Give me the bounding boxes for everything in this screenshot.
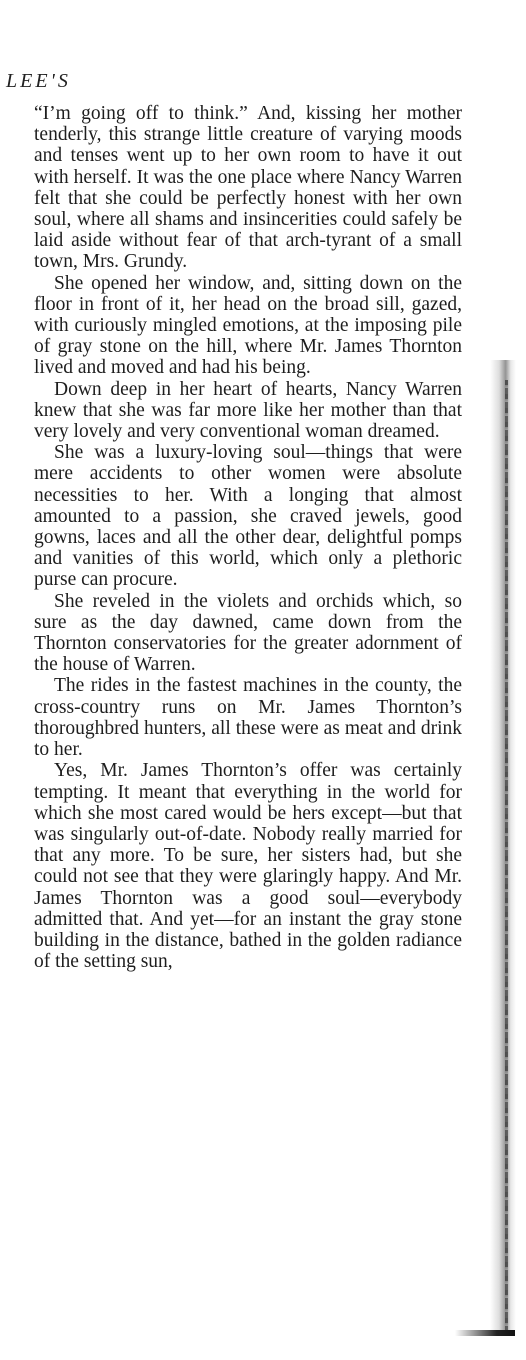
text-column [34, 103, 462, 972]
paragraph-2: She opened her window, and, sitting down on the floor in front of it, her head on the broad sill, gazed, with curiously mingled emotions, at the imposing pile of gray stone on the hill, where Mr. James Thornton lived and moved and had his being. [34, 272, 462, 379]
page-corner-shadow [455, 1330, 515, 1336]
paragraph-7: Yes, Mr. James Thornton’s offer was certainly tempting. It meant that everything in the world for which she most cared would be hers except—but that was singularly out-of-date. Nobody really married for that any more. To be sure, her sisters had, but she could not see that they were glaringly happy. And Mr. James Thornton was a good soul—everybody admitted that. And yet—for an instant the gray stone building in the distance, bathed in the golden radiance of the setting sun, [34, 760, 462, 973]
paragraph-4: She was a luxury-loving soul—things that were mere accidents to other women were absolute necessities to her. With a longing that almost amounted to a passion, she craved jewels, good gowns, laces and all the other dear, delightful pomps and vanities of this world, which only a plethoric purse can procure. [34, 442, 462, 591]
paragraph-5: She reveled in the violets and orchids which, so sure as the day dawned, came down from the Thornton conservatories for the greater adornment of the house of Warren. [34, 590, 462, 676]
page-binding-edge [505, 380, 508, 1335]
page-binding-shadow [490, 360, 516, 1335]
running-head: LEE'S [6, 70, 71, 92]
paragraph-6: The rides in the fastest machines in the county, the cross-country runs on Mr. James Thornton’s thoroughbred hunters, all these were as meat and drink to her. [34, 675, 462, 761]
paragraph-1: “I’m going off to think.” And, kissing her mother tenderly, this strange little creature of varying moods and tenses went up to her own room to have it out with herself. It was the one place where Nancy Warren felt that she could be perfectly honest with her own soul, where all shams and insincerities could safely be laid aside without fear of that arch-tyrant of a small town, Mrs. Grundy. [34, 103, 462, 273]
paragraph-3: Down deep in her heart of hearts, Nancy Warren knew that she was far more like her mother than that very lovely and very conventional woman dreamed. [34, 378, 462, 443]
